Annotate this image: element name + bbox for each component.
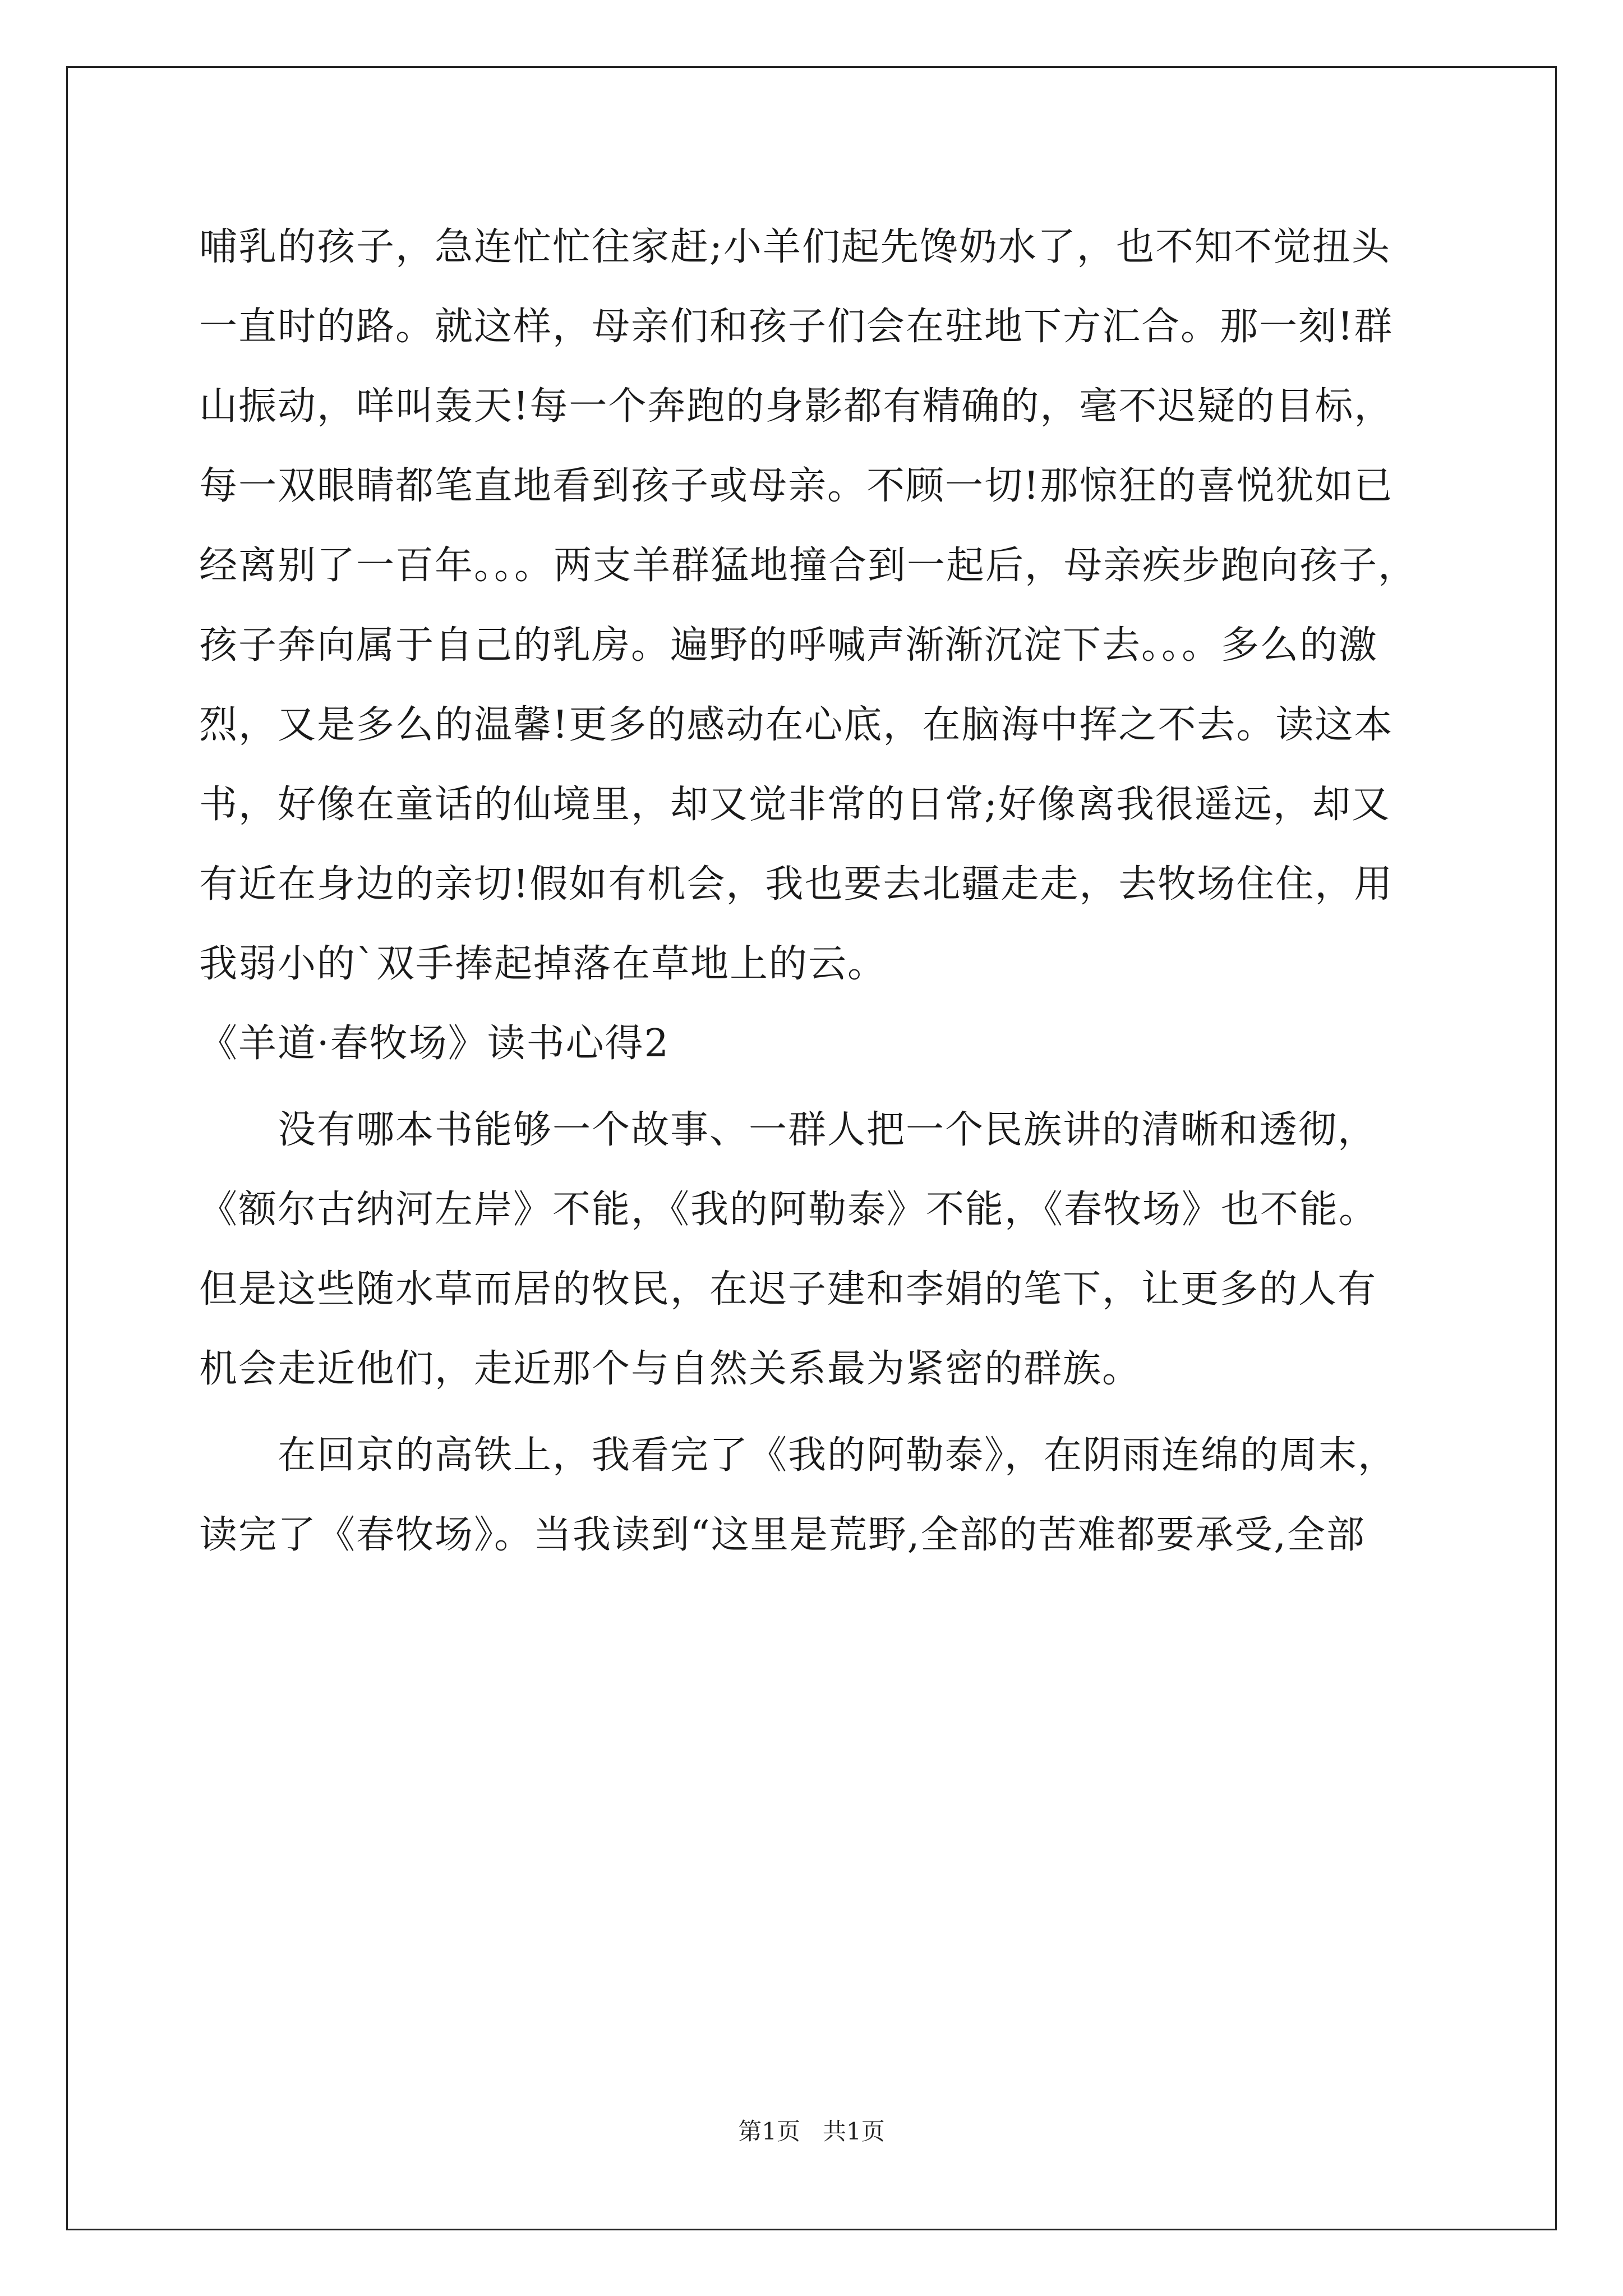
text-line: 但是这些随水草而居的牧民，在迟子建和李娟的笔下，让更多的人有 <box>199 1267 1377 1312</box>
text-line: 在回京的高铁上，我看完了《我的阿勒泰》，在阴雨连绵的周末， <box>199 1433 1398 1478</box>
text-line: 烈，又是多么的温馨!更多的感动在心底，在脑海中挥之不去。读这本 <box>199 703 1394 747</box>
document-body <box>199 208 1422 1575</box>
text-line: 经离别了一百年。。。两支羊群猛地撞合到一起后，母亲疾步跑向孩子， <box>199 544 1418 588</box>
section-heading: 《羊道·春牧场》读书心得2 <box>199 1022 670 1066</box>
text-line: 机会走近他们，走近那个与自然关系最为紧密的群族。 <box>199 1347 1142 1391</box>
paragraph <box>199 1416 1422 1575</box>
text-line: 有近在身边的亲切!假如有机会，我也要去北疆走走，去牧场住住，用 <box>199 862 1394 907</box>
paragraph-continued <box>199 208 1422 1004</box>
text-line: 没有哪本书能够一个故事、一群人把一个民族讲的清晰和透彻， <box>199 1108 1377 1152</box>
text-line: 每一双眼睛都笔直地看到孩子或母亲。不顾一切!那惊狂的喜悦犹如已 <box>199 464 1394 508</box>
spacer <box>199 1409 1422 1416</box>
text-line: 《额尔古纳河左岸》不能，《我的阿勒泰》不能，《春牧场》也不能。 <box>199 1188 1378 1232</box>
text-line: 我弱小的`双手捧起掉落在草地上的云。 <box>199 942 887 986</box>
page-footer <box>0 2118 1623 2146</box>
text-line: 山振动，咩叫轰天!每一个奔跑的身影都有精确的，毫不迟疑的目标， <box>199 384 1394 429</box>
paragraph <box>199 1091 1422 1409</box>
page-total: 共1页 <box>823 2118 885 2145</box>
text-line: 一直时的路。就这样，母亲们和孩子们会在驻地下方汇合。那一刻!群 <box>199 305 1394 349</box>
spacer <box>199 1084 1422 1091</box>
text-line: 读完了《春牧场》。当我读到“这里是荒野,全部的苦难都要承受,全部 <box>199 1513 1366 1557</box>
page-number: 第1页 <box>738 2118 800 2145</box>
text-line: 哺乳的孩子，急连忙忙往家赶;小羊们起先馋奶水了，也不知不觉扭头 <box>199 225 1391 269</box>
text-line: 书，好像在童话的仙境里，却又觉非常的日常;好像离我很遥远，却又 <box>199 783 1391 827</box>
text-line: 孩子奔向属于自己的乳房。遍野的呼喊声渐渐沉淀下去。。。多么的激 <box>199 623 1378 668</box>
